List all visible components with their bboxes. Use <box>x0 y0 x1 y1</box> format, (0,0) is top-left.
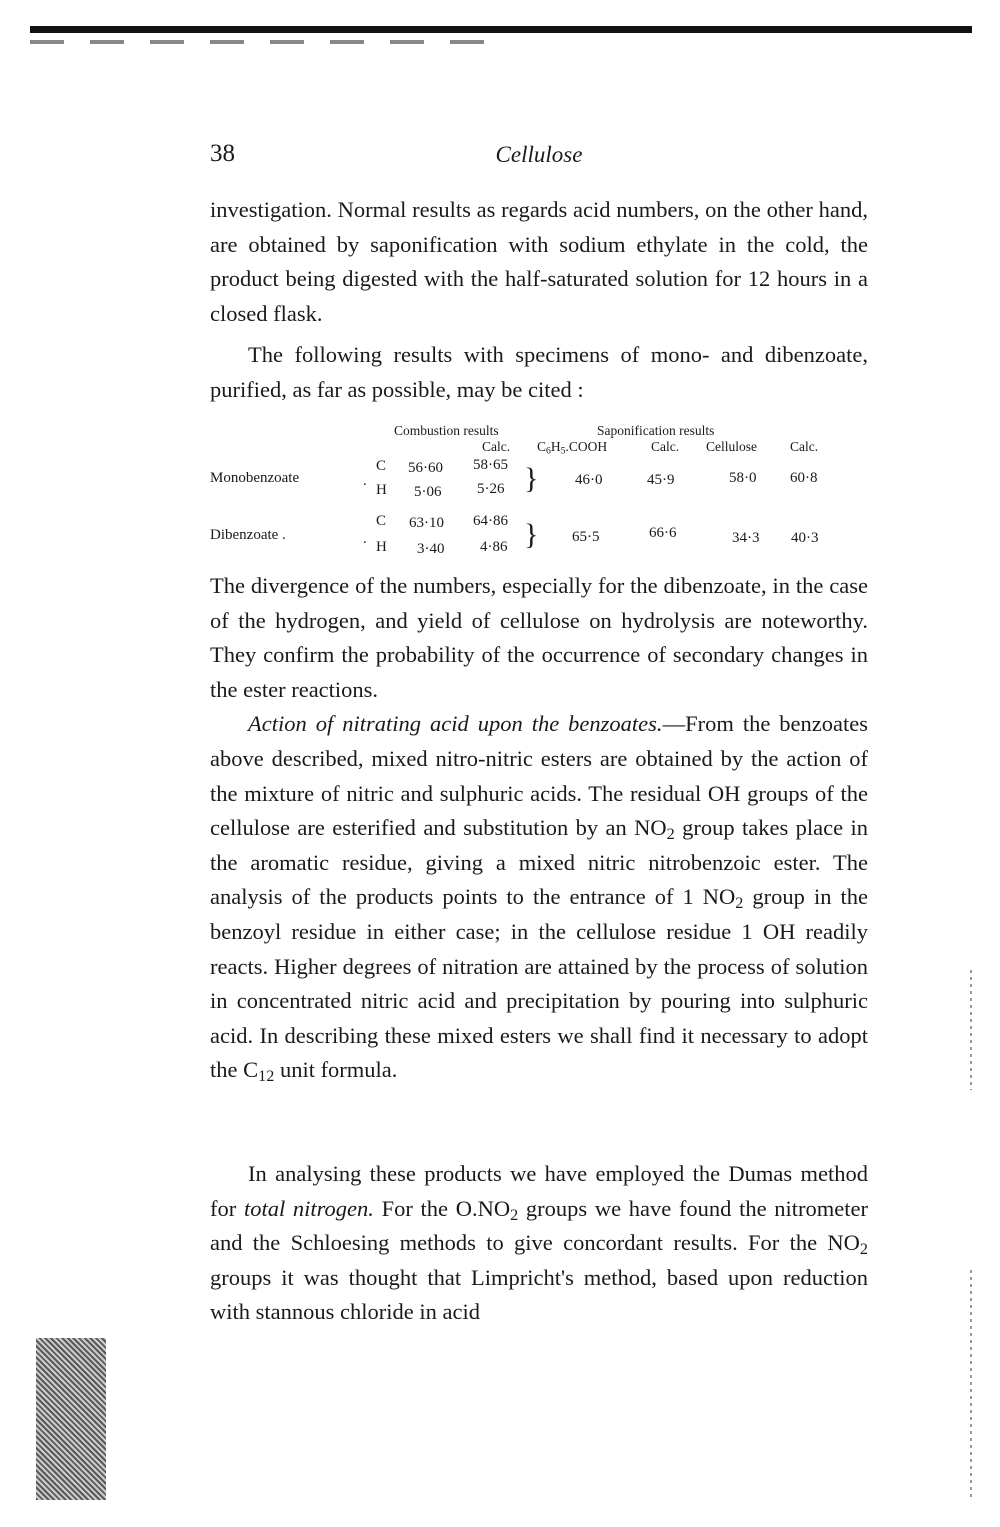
section-heading: Action of nitrating acid upon the benzoates. <box>248 711 663 737</box>
cellulose-calc-value: 60·8 <box>790 470 818 486</box>
brace-icon: } <box>524 462 539 495</box>
paragraph-5: In analysing these products we have employed the Dumas method for total nitrogen. For the $O.NO_2$ groups we have found the nitrometer and the Schloesing methods to give concordant results. For the $NO_2$ groups it was thought that Limpricht's method, based upon reduction with stannous chloride in acid <box>210 1161 868 1325</box>
row-dot: . <box>363 531 367 547</box>
calc-h: 5·26 <box>477 481 505 497</box>
col-calc-combustion: Calc. <box>482 439 511 454</box>
paragraph-4: Action of nitrating acid upon the benzoates.—From the benzoates above described, mixed nitro-nitric esters are obtained by the action of the mixture of nitric and sulphuric acids. The residual OH groups of the cellulose are esterified and substitution by an $NO_2$ group takes place in the aromatic residue, giving a mixed nitric nitrobenzoic ester. The analysis of the products points to the entrance of 1 $NO_2$ group in the benzoyl residue in either case; in the cellulose residue 1 OH readily reacts. Higher degrees of nitration are attained by the process of solution in concentrated nitric acid and precipitation by pouring into sulphuric acid. In describing these mixed esters we shall find it necessary to adopt the $C_{12}$ unit formula. <box>210 711 868 1086</box>
col-benzoic-acid: $C_6H_5.COOH$ <box>537 439 608 457</box>
row-label: Monobenzoate <box>210 470 300 486</box>
paragraph-3: The divergence of the numbers, especially for the dibenzoate, in the case of the hydrogen, and yield of cellulose on hydrolysis are noteworthy. They confirm the probability of the occurrence of secondary changes in the ester reactions. <box>210 573 868 702</box>
page-edge-mark <box>970 1270 972 1500</box>
header-saponification: Saponification results <box>597 423 715 438</box>
found-h: 5·06 <box>414 484 442 500</box>
page-number: 38 <box>210 140 235 167</box>
calc-h: 4·86 <box>480 539 508 555</box>
element-h: H <box>376 539 387 555</box>
cellulose-calc-value: 40·3 <box>791 530 819 546</box>
page-edge-mark <box>970 970 972 1090</box>
scan-thumb-shadow <box>36 1338 106 1500</box>
cellulose-value: 34·3 <box>732 530 760 546</box>
col-calc-acid: Calc. <box>651 439 680 454</box>
results-table <box>210 420 868 570</box>
acid-value: 65·5 <box>572 529 600 545</box>
calc-c: 64·86 <box>473 513 508 529</box>
found-h: 3·40 <box>417 541 445 557</box>
text-block-main <box>210 569 868 1088</box>
element-c: C <box>376 458 387 474</box>
acid-calc-value: 45·9 <box>647 472 675 488</box>
row-dot: . <box>363 473 367 489</box>
row-label: Dibenzoate . <box>210 527 286 543</box>
running-head: Cellulose <box>495 142 583 167</box>
element-c: C <box>376 513 387 529</box>
col-calc-cellulose: Calc. <box>790 439 819 454</box>
emphasis-total-nitrogen: total nitrogen. <box>243 1195 374 1221</box>
cellulose-value: 58·0 <box>729 470 757 486</box>
top-border-rule <box>30 26 972 33</box>
col-cellulose: Cellulose <box>706 439 757 454</box>
header-combustion: Combustion results <box>394 423 499 438</box>
text-block-analysis <box>210 1157 868 1330</box>
brace-icon: } <box>524 518 539 551</box>
acid-calc-value: 66·6 <box>649 525 677 541</box>
paragraph-1: investigation. Normal results as regards acid numbers, on the other hand, are obtained by saponification with sodium ethylate in the cold, the product being digested with the half-saturated solution for 12 hours in a closed flask. <box>210 197 868 326</box>
paragraph-intro-table <box>210 338 868 407</box>
page-header <box>210 140 868 180</box>
acid-value: 46·0 <box>575 472 603 488</box>
top-border-dashes <box>30 40 500 44</box>
calc-c: 58·65 <box>473 457 508 473</box>
element-h: H <box>376 482 387 498</box>
found-c: 63·10 <box>409 515 444 531</box>
found-c: 56·60 <box>408 460 443 476</box>
paragraph-continuation <box>210 193 868 331</box>
paragraph-2: The following results with specimens of mono- and dibenzoate, purified, as far as possible, may be cited : <box>210 342 868 402</box>
